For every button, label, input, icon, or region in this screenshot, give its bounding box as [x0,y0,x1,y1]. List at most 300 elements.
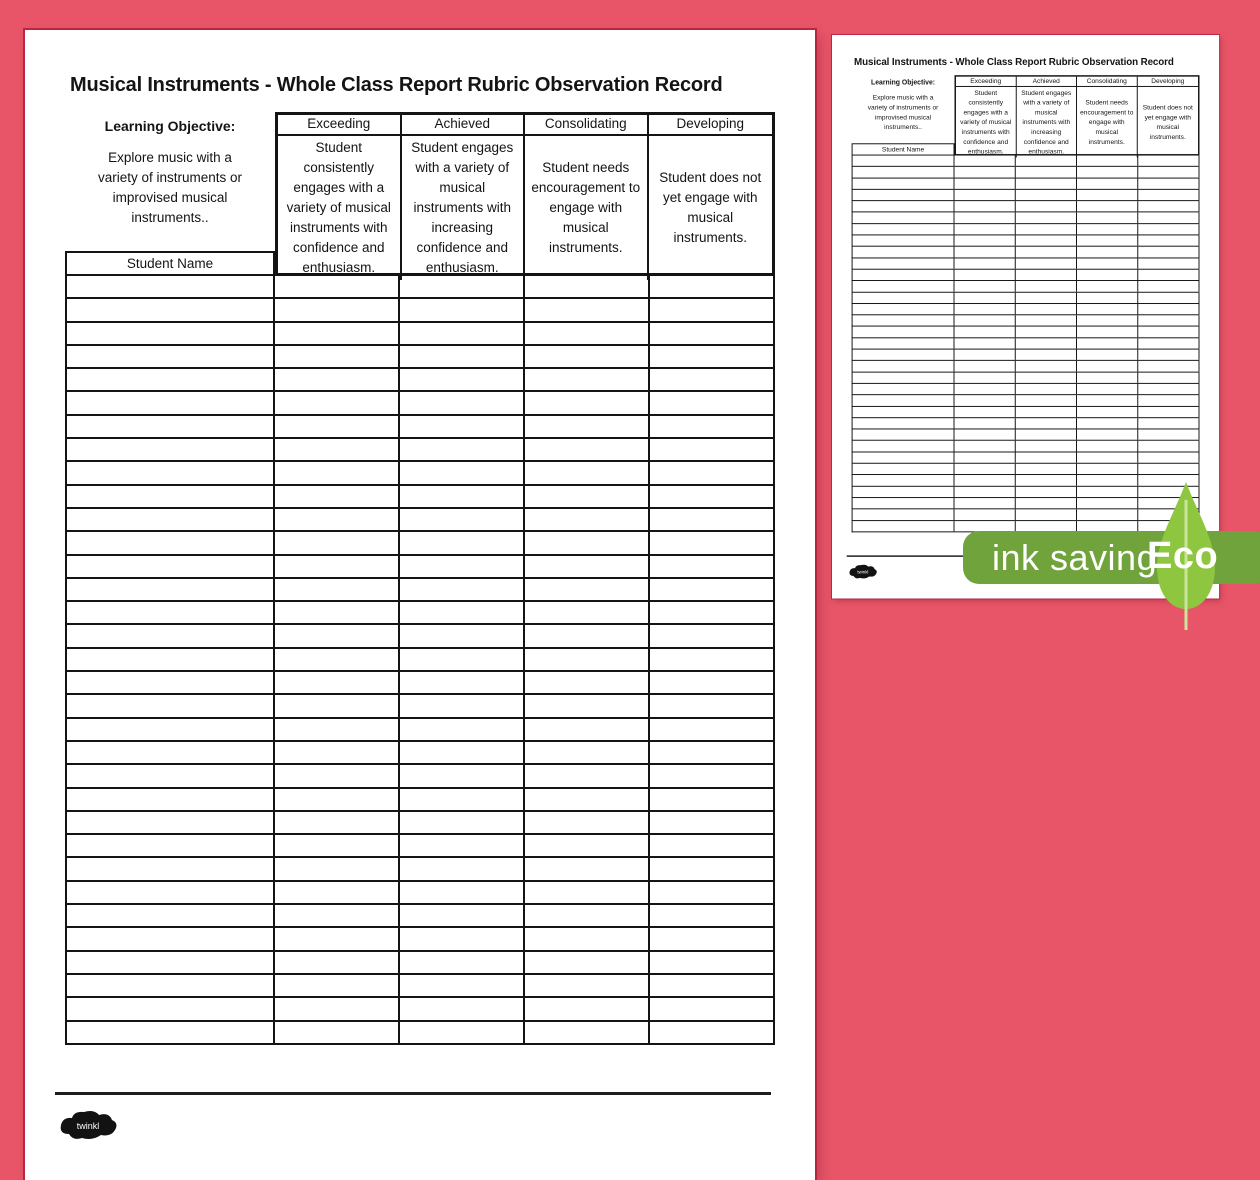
rubric-mark-cell [650,672,775,693]
rubric-mark-cell [525,812,650,833]
rubric-mark-cell [1016,372,1077,382]
student-name-cell [853,315,955,325]
rubric-mark-cell [275,625,400,646]
rubric-mark-cell [650,952,775,973]
rubric-table [955,75,1200,155]
rubric-mark-cell [275,462,400,483]
rubric-mark-cell [1077,190,1138,200]
student-name-cell [67,1022,275,1043]
rubric-mark-cell [955,418,1016,428]
rubric-mark-cell [1138,258,1199,268]
rubric-desc-consolidating: Student needs encouragement to engage with musical instruments. [1077,87,1138,158]
rubric-mark-cell [1077,224,1138,234]
student-name-cell [853,487,955,497]
student-name-cell [853,190,955,200]
student-row [852,407,1200,418]
learning-objective-text: Explore music with a variety of instruments or improvised musical instruments.. [867,93,939,131]
student-row [65,649,775,672]
rubric-mark-cell [1138,293,1199,303]
rubric-mark-cell [525,695,650,716]
rubric-mark-cell [525,835,650,856]
rubric-mark-cell [1138,464,1199,474]
rubric-desc-developing: Student does not yet engage with musical instruments. [1142,103,1193,141]
rubric-header-consolidating: Consolidating [1077,77,1138,87]
rubric-mark-cell [525,276,650,297]
rubric-mark-cell [525,439,650,460]
rubric-mark-cell [1138,235,1199,245]
rubric-mark-cell [400,649,525,670]
student-row [65,952,775,975]
rubric-header-developing: Developing [1138,77,1199,87]
student-row [852,384,1200,395]
rubric-mark-cell [1138,190,1199,200]
student-row [852,224,1200,235]
student-row [852,430,1200,441]
student-rows [852,156,1200,533]
student-name-cell [67,625,275,646]
rubric-mark-cell [1016,247,1077,257]
rubric-mark-cell [400,858,525,879]
rubric-mark-cell [1016,361,1077,371]
rubric-mark-cell [400,905,525,926]
rubric-mark-cell [1138,418,1199,428]
student-name-cell [853,167,955,177]
page-title: Musical Instruments - Whole Class Report Rubric Observation Record [70,74,723,96]
rubric-mark-cell [1138,247,1199,257]
student-name-cell [67,975,275,996]
rubric-mark-cell [400,812,525,833]
rubric-mark-cell [1138,395,1199,405]
student-row [65,858,775,881]
rubric-mark-cell [1016,304,1077,314]
rubric-mark-cell [1016,190,1077,200]
rubric-mark-cell [650,975,775,996]
rubric-mark-cell [1077,498,1138,508]
student-name-cell [67,462,275,483]
student-row [852,418,1200,429]
rubric-mark-cell [1077,304,1138,314]
rubric-mark-cell [1016,384,1077,394]
rubric-mark-cell [275,602,400,623]
rubric-mark-cell [650,486,775,507]
rubric-mark-cell [650,835,775,856]
rubric-mark-cell [955,487,1016,497]
rubric-mark-cell [650,789,775,810]
rubric-mark-cell [1016,213,1077,223]
student-name-cell [67,812,275,833]
student-row [65,579,775,602]
student-row [65,276,775,299]
rubric-mark-cell [955,475,1016,485]
rubric-mark-cell [1077,464,1138,474]
student-name-cell [853,178,955,188]
student-name-cell [853,281,955,291]
learning-objective-text: Explore music with a variety of instruments or improvised musical instruments.. [97,150,243,225]
rubric-mark-cell [1077,201,1138,211]
rubric-mark-cell [1138,407,1199,417]
student-name-cell [853,338,955,348]
rubric-mark-cell [955,372,1016,382]
student-row [852,338,1200,349]
rubric-mark-cell [1016,270,1077,280]
rubric-mark-cell [650,998,775,1019]
rubric-mark-cell [1077,338,1138,348]
rubric-mark-cell [525,882,650,903]
rubric-mark-cell [275,323,400,344]
rubric-mark-cell [400,952,525,973]
student-row [65,486,775,509]
rubric-mark-cell [955,441,1016,451]
student-row [65,323,775,346]
eco-label: Eco [1147,535,1219,577]
student-row [65,392,775,415]
student-row [852,270,1200,281]
rubric-mark-cell [275,952,400,973]
learning-objective-label: Learning Objective: [871,78,936,86]
rubric-mark-cell [650,649,775,670]
rubric-mark-cell [275,346,400,367]
rubric-mark-cell [650,1022,775,1043]
student-row [65,625,775,648]
student-row [65,672,775,695]
rubric-mark-cell [400,998,525,1019]
rubric-mark-cell [1138,315,1199,325]
rubric-mark-cell [525,952,650,973]
student-row [852,441,1200,452]
rubric-desc-achieved: Student engages with a variety of musical instruments with increasing confidence and enthusiasm. [402,136,526,280]
student-row [852,178,1200,189]
rubric-mark-cell [400,532,525,553]
student-name-cell [853,430,955,440]
rubric-mark-cell [955,304,1016,314]
rubric-header-achieved: Achieved [402,115,526,136]
rubric-mark-cell [400,323,525,344]
rubric-mark-cell [275,649,400,670]
rubric-header-achieved: Achieved [1016,77,1077,87]
student-row [65,975,775,998]
rubric-mark-cell [650,556,775,577]
rubric-mark-cell [400,1022,525,1043]
learning-objective-label: Learning Objective: [104,118,236,134]
rubric-mark-cell [1138,372,1199,382]
rubric-mark-cell [275,369,400,390]
rubric-mark-cell [1077,258,1138,268]
student-name-cell [67,486,275,507]
rubric-mark-cell [275,416,400,437]
rubric-mark-cell [1077,407,1138,417]
rubric-mark-cell [1016,521,1077,531]
student-name-cell [853,372,955,382]
page-title: Musical Instruments - Whole Class Report Rubric Observation Record [854,56,1174,68]
student-name-cell [67,695,275,716]
rubric-mark-cell [525,998,650,1019]
student-row [852,315,1200,326]
rubric-desc-consolidating: Student needs encouragement to engage with musical instruments. [525,136,649,280]
student-name-cell [853,441,955,451]
rubric-mark-cell [955,521,1016,531]
student-row [852,361,1200,372]
student-row [852,167,1200,178]
rubric-mark-cell [275,765,400,786]
rubric-mark-cell [955,384,1016,394]
rubric-mark-cell [1077,418,1138,428]
rubric-mark-cell [525,975,650,996]
rubric-mark-cell [1016,350,1077,360]
rubric-mark-cell [525,392,650,413]
rubric-mark-cell [1016,338,1077,348]
rubric-mark-cell [650,905,775,926]
rubric-mark-cell [275,579,400,600]
student-row [852,258,1200,269]
student-row [65,416,775,439]
rubric-mark-cell [275,486,400,507]
rubric-mark-cell [650,369,775,390]
rubric-mark-cell [400,625,525,646]
rubric-mark-cell [1138,361,1199,371]
rubric-mark-cell [1016,281,1077,291]
student-row [852,475,1200,486]
rubric-mark-cell [400,975,525,996]
student-name-cell [853,247,955,257]
student-name-cell [853,304,955,314]
student-name-cell [67,882,275,903]
student-name-cell [67,532,275,553]
student-row [65,369,775,392]
rubric-mark-cell [650,695,775,716]
rubric-mark-cell [650,416,775,437]
rubric-mark-cell [1077,350,1138,360]
rubric-mark-cell [1016,258,1077,268]
rubric-mark-cell [400,672,525,693]
rubric-mark-cell [1077,156,1138,166]
rubric-mark-cell [1016,452,1077,462]
student-row [65,556,775,579]
rubric-mark-cell [650,625,775,646]
student-name-cell [853,418,955,428]
rubric-mark-cell [525,602,650,623]
student-row [852,498,1200,509]
footer-divider [55,1092,771,1095]
rubric-mark-cell [525,765,650,786]
svg-text:twinkl: twinkl [76,1121,100,1131]
rubric-mark-cell [650,602,775,623]
rubric-mark-cell [650,765,775,786]
rubric-mark-cell [275,276,400,297]
rubric-mark-cell [1077,281,1138,291]
student-row [65,905,775,928]
student-name-cell [67,742,275,763]
rubric-mark-cell [955,213,1016,223]
rubric-mark-cell [400,369,525,390]
student-name-cell [67,509,275,530]
student-name-cell [67,789,275,810]
rubric-mark-cell [1016,418,1077,428]
student-row [65,602,775,625]
student-name-cell [853,475,955,485]
rubric-mark-cell [1077,235,1138,245]
rubric-mark-cell [1016,156,1077,166]
student-rows [65,276,775,1045]
rubric-mark-cell [955,190,1016,200]
rubric-mark-cell [650,299,775,320]
student-row [65,462,775,485]
rubric-mark-cell [1138,384,1199,394]
rubric-mark-cell [1138,350,1199,360]
student-name-cell [67,276,275,297]
rubric-desc-exceeding: Student consistently engages with a variety of musical instruments with confidence and enthusiasm. [278,136,402,280]
student-row [65,998,775,1021]
rubric-mark-cell [525,486,650,507]
rubric-mark-cell [1077,270,1138,280]
rubric-mark-cell [1138,224,1199,234]
rubric-mark-cell [1016,235,1077,245]
student-name-cell [853,258,955,268]
student-row [65,299,775,322]
rubric-mark-cell [955,338,1016,348]
student-row [852,293,1200,304]
student-name-cell [853,235,955,245]
student-row [852,487,1200,498]
student-row [852,190,1200,201]
rubric-mark-cell [275,556,400,577]
student-row [852,156,1200,167]
twinkl-logo [848,563,878,581]
student-name-cell [67,928,275,949]
rubric-mark-cell [1016,509,1077,519]
document-page [25,30,815,1180]
student-row [852,201,1200,212]
rubric-mark-cell [1138,430,1199,440]
rubric-mark-cell [1138,213,1199,223]
rubric-mark-cell [525,509,650,530]
student-name-cell [67,672,275,693]
student-row [852,395,1200,406]
rubric-mark-cell [400,579,525,600]
rubric-mark-cell [525,556,650,577]
rubric-mark-cell [525,649,650,670]
rubric-mark-cell [275,439,400,460]
rubric-mark-cell [955,281,1016,291]
rubric-mark-cell [650,579,775,600]
student-name-cell [853,213,955,223]
rubric-mark-cell [955,247,1016,257]
rubric-mark-cell [525,789,650,810]
rubric-mark-cell [400,602,525,623]
rubric-mark-cell [400,719,525,740]
student-row [65,1022,775,1045]
rubric-mark-cell [1138,167,1199,177]
rubric-mark-cell [1138,178,1199,188]
rubric-mark-cell [525,532,650,553]
rubric-mark-cell [1077,247,1138,257]
rubric-mark-cell [400,882,525,903]
rubric-mark-cell [400,462,525,483]
rubric-mark-cell [955,201,1016,211]
student-name-cell [67,299,275,320]
student-name-cell [853,407,955,417]
rubric-mark-cell [275,835,400,856]
rubric-mark-cell [400,742,525,763]
student-row [852,464,1200,475]
rubric-mark-cell [1077,372,1138,382]
rubric-mark-cell [955,498,1016,508]
rubric-mark-cell [650,439,775,460]
rubric-mark-cell [1077,487,1138,497]
rubric-mark-cell [650,323,775,344]
rubric-mark-cell [955,407,1016,417]
student-row [65,835,775,858]
student-row [852,327,1200,338]
rubric-mark-cell [275,882,400,903]
rubric-mark-cell [650,532,775,553]
rubric-mark-cell [955,315,1016,325]
rubric-mark-cell [275,392,400,413]
student-name-cell [67,369,275,390]
student-name-cell [853,395,955,405]
rubric-mark-cell [1077,509,1138,519]
rubric-mark-cell [650,462,775,483]
rubric-mark-cell [1016,327,1077,337]
rubric-header-exceeding: Exceeding [956,77,1017,87]
rubric-mark-cell [955,258,1016,268]
rubric-mark-cell [955,224,1016,234]
rubric-mark-cell [525,323,650,344]
rubric-mark-cell [1016,315,1077,325]
rubric-mark-cell [1016,395,1077,405]
rubric-mark-cell [1016,293,1077,303]
student-row [65,928,775,951]
student-name-cell [853,293,955,303]
student-row [65,532,775,555]
student-name-cell [67,556,275,577]
rubric-mark-cell [1016,224,1077,234]
rubric-mark-cell [955,350,1016,360]
student-row [65,789,775,812]
rubric-mark-cell [1016,487,1077,497]
rubric-mark-cell [1077,361,1138,371]
rubric-mark-cell [650,509,775,530]
student-name-cell [67,905,275,926]
rubric-mark-cell [650,882,775,903]
rubric-mark-cell [1138,441,1199,451]
student-row [852,235,1200,246]
rubric-mark-cell [955,327,1016,337]
rubric-mark-cell [400,928,525,949]
rubric-mark-cell [955,464,1016,474]
rubric-mark-cell [1016,430,1077,440]
rubric-mark-cell [525,858,650,879]
rubric-mark-cell [400,486,525,507]
rubric-mark-cell [400,346,525,367]
student-row [65,812,775,835]
rubric-mark-cell [1077,293,1138,303]
rubric-mark-cell [275,905,400,926]
student-row [852,304,1200,315]
rubric-mark-cell [955,167,1016,177]
rubric-mark-cell [1077,475,1138,485]
student-name-cell [67,416,275,437]
rubric-mark-cell [525,672,650,693]
rubric-mark-cell [1138,327,1199,337]
rubric-mark-cell [1077,521,1138,531]
rubric-mark-cell [275,672,400,693]
student-name-cell [853,350,955,360]
twinkl-logo [57,1108,119,1144]
rubric-mark-cell [275,299,400,320]
rubric-mark-cell [1077,395,1138,405]
student-name-cell [67,952,275,973]
rubric-mark-cell [400,439,525,460]
